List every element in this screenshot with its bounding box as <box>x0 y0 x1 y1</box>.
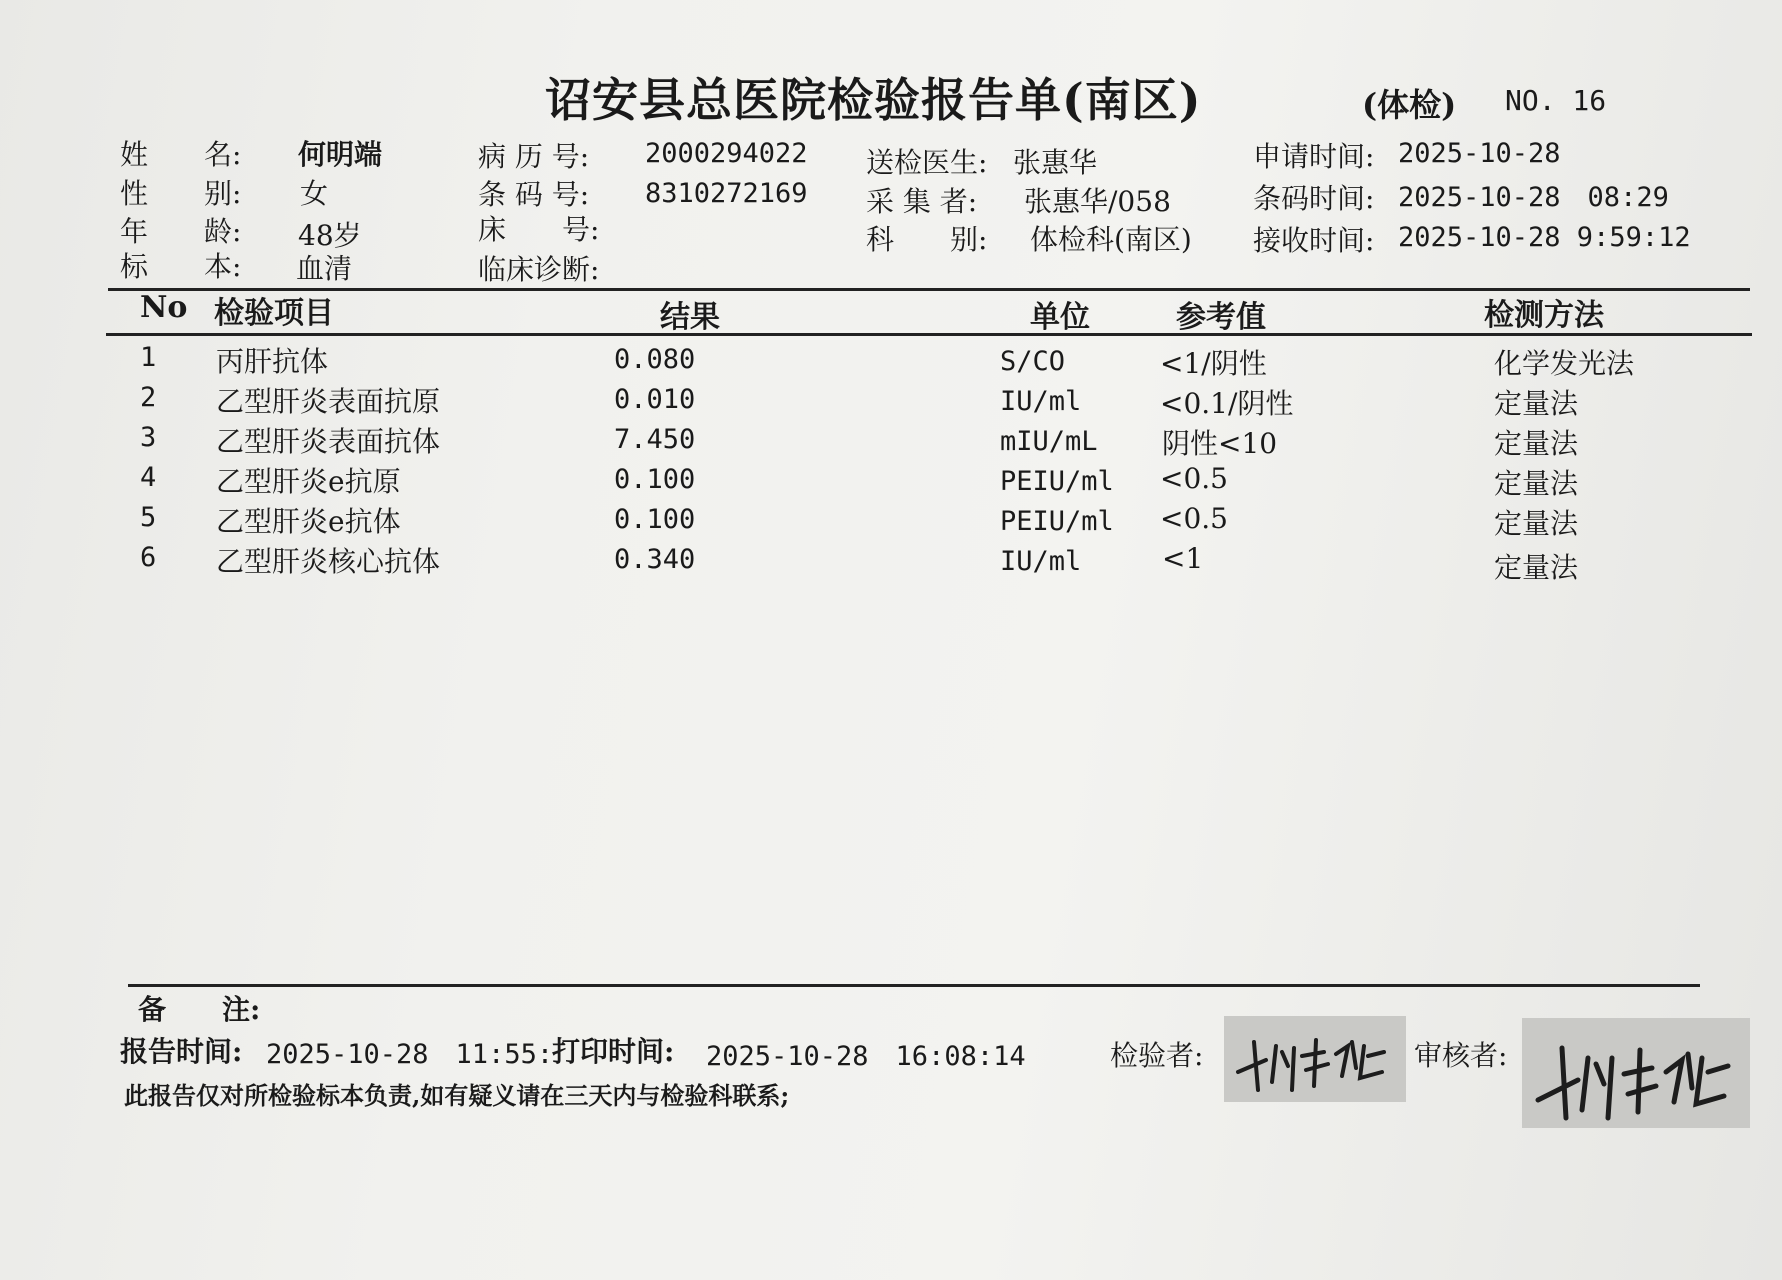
signature-icon <box>1224 1016 1406 1102</box>
row-item: 乙型肝炎表面抗体 <box>216 425 441 458</box>
age-label: 年 龄: <box>120 215 242 248</box>
collector-label: 采 集 者: <box>866 185 978 218</box>
report-title: 诏安县总医院检验报告单(南区) <box>545 73 1202 127</box>
dept-label: 科 别: <box>866 223 988 256</box>
row-item: 丙肝抗体 <box>216 345 329 378</box>
signature-icon <box>1522 1018 1750 1128</box>
col-header-item: 检验项目 <box>214 296 334 331</box>
row-no: 5 <box>140 502 157 533</box>
row-unit: S/CO <box>1000 346 1066 377</box>
row-method: 化学发光法 <box>1494 347 1635 380</box>
col-header-result: 结果 <box>660 300 720 335</box>
reviewer-label: 审核者: <box>1414 1039 1508 1072</box>
specimen-label: 标 本: <box>120 250 242 283</box>
row-unit: mIU/mL <box>1000 426 1098 457</box>
row-no: 3 <box>140 422 157 453</box>
tester-signature <box>1224 1016 1406 1102</box>
specimen-value: 血清 <box>296 252 353 285</box>
row-ref: <0.5 <box>1160 502 1228 535</box>
reviewer-signature <box>1522 1018 1750 1128</box>
row-result: 0.100 <box>614 504 696 535</box>
row-method: 定量法 <box>1494 507 1579 540</box>
report-serial: NO. 16 <box>1505 84 1607 117</box>
sex-value: 女 <box>300 177 329 210</box>
row-method: 定量法 <box>1494 387 1579 420</box>
row-unit: PEIU/ml <box>1000 466 1114 497</box>
row-result: 0.080 <box>614 344 696 375</box>
report-time-value: 2025-10-28 11:55: <box>266 1039 554 1070</box>
row-no: 2 <box>140 382 157 413</box>
barcode-value: 8310272169 <box>645 178 808 209</box>
row-no: 6 <box>140 542 157 573</box>
row-item: 乙型肝炎e抗体 <box>216 505 401 538</box>
row-result: 0.340 <box>614 544 696 575</box>
row-ref: <1 <box>1162 542 1204 575</box>
doctor-value: 张惠华 <box>1013 146 1098 179</box>
footer-rule <box>128 984 1700 987</box>
collector-value: 张惠华/058 <box>1024 185 1171 218</box>
disclaimer: 此报告仅对所检验标本负责,如有疑义请在三天内与检验科联系; <box>124 1081 790 1110</box>
age-value: 48岁 <box>298 219 362 252</box>
col-header-ref: 参考值 <box>1176 300 1266 335</box>
col-header-unit: 单位 <box>1030 300 1090 335</box>
row-unit: IU/ml <box>1000 386 1082 417</box>
row-no: 4 <box>140 462 157 493</box>
row-ref: 阴性<10 <box>1162 427 1278 460</box>
row-method: 定量法 <box>1494 551 1579 584</box>
barcode-time-value: 2025-10-28 08:29 <box>1398 182 1669 213</box>
apply-time-value: 2025-10-28 <box>1398 138 1561 169</box>
doctor-label: 送检医生: <box>866 146 988 179</box>
row-method: 定量法 <box>1494 467 1579 500</box>
dept-value: 体检科(南区) <box>1030 223 1192 256</box>
record-label: 病 历 号: <box>478 140 590 173</box>
name-label: 姓 名: <box>120 138 242 171</box>
receive-time-label: 接收时间: <box>1253 224 1375 257</box>
record-value: 2000294022 <box>645 138 808 169</box>
receive-time-value: 2025-10-28 9:59:12 <box>1398 222 1691 253</box>
remarks-label: 备 注: <box>138 993 261 1026</box>
row-ref: <1/阴性 <box>1160 347 1267 380</box>
barcode-label: 条 码 号: <box>478 178 590 211</box>
exam-badge: (体检) <box>1362 86 1457 124</box>
col-header-method: 检测方法 <box>1484 298 1604 333</box>
row-unit: IU/ml <box>1000 546 1082 577</box>
row-method: 定量法 <box>1494 427 1579 460</box>
report-time-label: 报告时间: <box>120 1035 243 1068</box>
tester-label: 检验者: <box>1110 1039 1204 1072</box>
row-result: 7.450 <box>614 424 696 455</box>
row-item: 乙型肝炎表面抗原 <box>216 385 441 418</box>
bed-label: 床 号: <box>478 213 600 246</box>
row-unit: PEIU/ml <box>1000 506 1114 537</box>
name-value: 何明端 <box>298 138 383 171</box>
row-ref: <0.1/阴性 <box>1160 387 1294 420</box>
barcode-time-label: 条码时间: <box>1253 182 1375 215</box>
diagnosis-label: 临床诊断: <box>478 253 600 286</box>
print-time-label: 打印时间: <box>552 1035 675 1068</box>
row-item: 乙型肝炎核心抗体 <box>216 545 441 578</box>
row-ref: <0.5 <box>1160 462 1228 495</box>
row-result: 0.100 <box>614 464 696 495</box>
apply-time-label: 申请时间: <box>1253 140 1375 173</box>
col-header-no: No <box>140 290 188 325</box>
print-time-value: 2025-10-28 16:08:14 <box>706 1041 1026 1072</box>
row-no: 1 <box>140 342 157 373</box>
row-item: 乙型肝炎e抗原 <box>216 465 401 498</box>
row-result: 0.010 <box>614 384 696 415</box>
sex-label: 性 别: <box>120 177 242 210</box>
